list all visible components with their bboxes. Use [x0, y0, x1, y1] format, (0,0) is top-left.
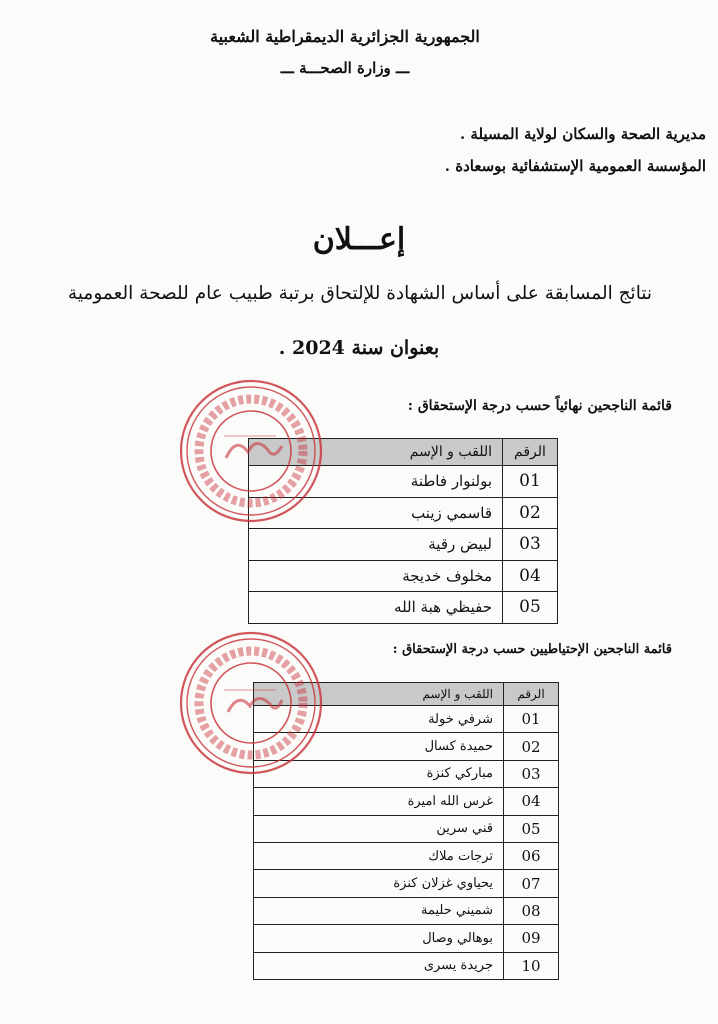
row-number: 03	[504, 760, 559, 787]
row-name: بوهالي وصال	[254, 925, 504, 952]
ministry-title: ـــ وزارة الصحـــة ـــ	[280, 59, 410, 77]
final-list-caption: قائمة الناجحين نهائياً حسب درجة الإستحقاق :	[407, 398, 672, 414]
republic-title: الجمهورية الجزائرية الديمقراطية الشعبية	[210, 27, 480, 46]
row-number: 05	[503, 592, 558, 624]
official-stamp	[176, 628, 326, 778]
row-number: 10	[504, 952, 559, 979]
column-header-name: اللقب و الإسم	[254, 683, 504, 706]
row-name: يحياوي غزلان كنزة	[254, 870, 504, 897]
row-name: بولنوار فاطنة	[249, 466, 503, 498]
row-number: 01	[504, 706, 559, 733]
row-name: مخلوف خديجة	[249, 560, 503, 592]
row-name: حميدة كسال	[254, 733, 504, 760]
table-row	[254, 952, 559, 979]
table-row	[249, 529, 558, 561]
row-number: 02	[504, 733, 559, 760]
row-number: 07	[504, 870, 559, 897]
row-number: 05	[504, 815, 559, 842]
reserve-list-caption: قائمة الناجحين الإحتياطيين حسب درجة الإستحقاق :	[392, 642, 672, 657]
row-name: قني سرين	[254, 815, 504, 842]
table-row	[254, 815, 559, 842]
row-name: لبيض رقية	[249, 529, 503, 561]
row-number: 04	[503, 560, 558, 592]
table-row	[254, 870, 559, 897]
row-number: 09	[504, 925, 559, 952]
table-row	[249, 592, 558, 624]
column-header-number: الرقم	[503, 439, 558, 466]
table-row	[254, 788, 559, 815]
table-row	[249, 560, 558, 592]
row-name: شميني حليمة	[254, 897, 504, 924]
row-number: 01	[503, 466, 558, 498]
announcement-year: بعنوان سنة 2024 .	[278, 337, 440, 359]
row-number: 02	[503, 497, 558, 529]
announcement-subtitle: نتائج المسابقة على أساس الشهادة للإلتحاق برتبة طبيب عام للصحة العمومية	[67, 283, 653, 304]
institution-line: المؤسسة العمومية الإستشفائية بوسعادة .	[444, 157, 706, 175]
table-row	[254, 842, 559, 869]
table-row	[254, 897, 559, 924]
row-number: 04	[504, 788, 559, 815]
row-name: حفيظي هبة الله	[249, 592, 503, 624]
row-name: مباركي كنزة	[254, 760, 504, 787]
row-name: قاسمي زينب	[249, 497, 503, 529]
row-name: شرفي خولة	[254, 706, 504, 733]
row-name: جريدة يسرى	[254, 952, 504, 979]
table-row	[254, 925, 559, 952]
row-number: 03	[503, 529, 558, 561]
column-header-name: اللقب و الإسم	[249, 439, 503, 466]
row-name: ترجات ملاك	[254, 842, 504, 869]
row-number: 06	[504, 842, 559, 869]
directorate-line: مديرية الصحة والسكان لولاية المسيلة .	[459, 125, 706, 143]
row-name: غرس الله اميرة	[254, 788, 504, 815]
column-header-number: الرقم	[504, 683, 559, 706]
official-stamp	[176, 376, 326, 526]
row-number: 08	[504, 897, 559, 924]
announcement-title: إعـــلان	[312, 222, 406, 257]
